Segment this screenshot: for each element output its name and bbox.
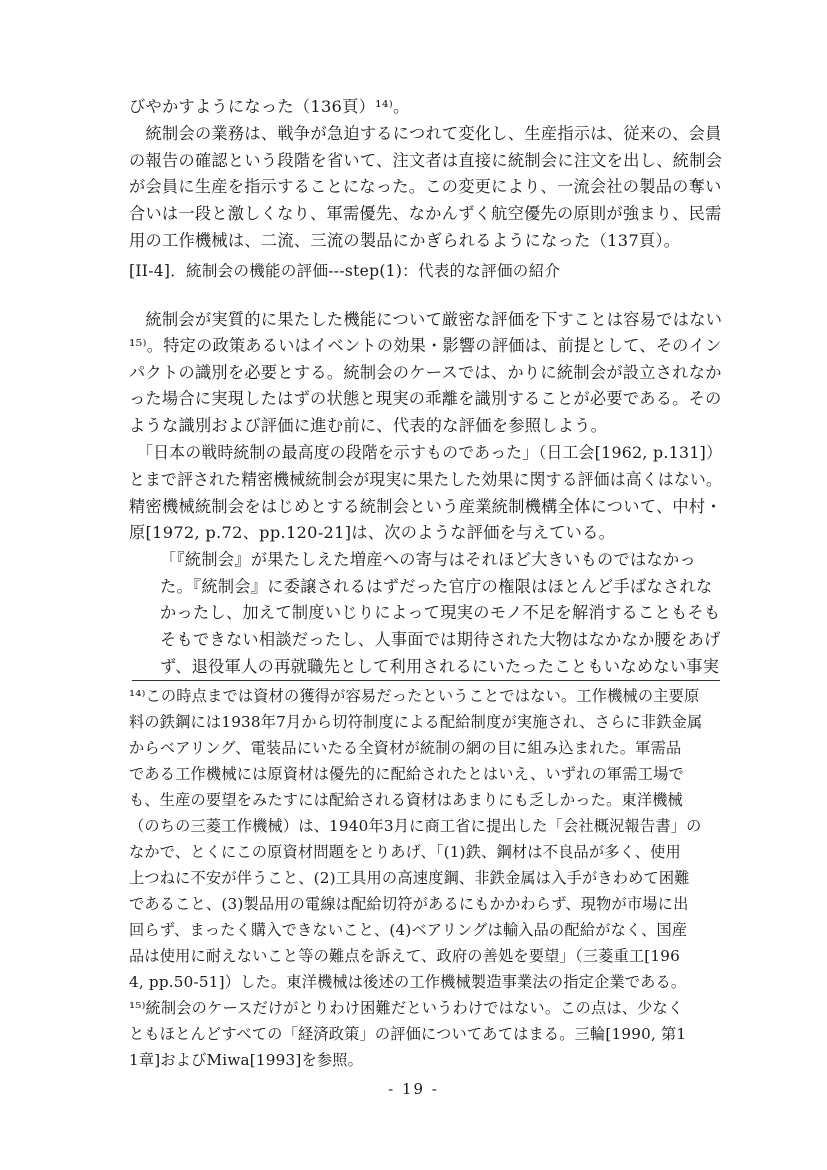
body-line: 用の工作機械は、二流、三流の製品にかぎられるようになった（137頁）。 [129,231,681,250]
body-line: 合いは一段と激しくなり、軍需優先、なかんずく航空優先の原則が強まり、民需 [129,204,722,223]
body-line: ような識別および評価に進む前に、代表的な評価を参照しよう。 [129,416,608,435]
footnote-line: ¹⁴⁾この時点までは資材の獲得が容易だったということではない。工作機械の主要原 [129,687,700,705]
body-line: パクトの識別を必要とする。統制会のケースでは、かりに統制会が設立されなか [129,363,722,382]
quote-line: 「『統制会』が果たしえた増産への寄与はそれほど大きいものではなかっ [160,550,696,569]
body-line: った場合に実現したはずの状態と現実の乖離を識別することが必要である。その [129,389,722,408]
quote-line: た。『統制会』に委譲されるはずだった官庁の権限はほとんど手ばなされな [160,577,713,596]
quote-line: ず、退役軍人の再就職先として利用されるにいたったこともいなめない事実 [160,657,720,676]
footnote-line: ともほとんどすべての「経済政策」の評価についてあてはまる。三輪[1990, 第1 [129,1025,687,1043]
body-line: 統制会が実質的に果たした機能について厳密な評価を下すことは容易ではない [129,310,723,329]
footnote-line: 1章]およびMiwa[1993]を参照。 [129,1051,364,1069]
body-line: とまで評された精密機械統制会が現実に果たした効果に関する評価は高くはない。 [129,470,723,489]
body-line: 原[1972, p.72、pp.120-21]は、次のような評価を与えている。 [129,523,616,542]
footnote-line: であること、(3)製品用の電線は配給切符があるにもかかわらず、現物が市場に出 [129,895,689,913]
footnote-line: 品は使用に耐えないこと等の難点を訴えて、政府の善処を要望」（三菱重工[196 [129,947,680,965]
section-heading: [II-4]．統制会の機能の評価---step(1)：代表的な評価の紹介 [129,262,561,280]
body-line: 精密機械統制会をはじめとする統制会という産業統制機構全体について、中村・ [129,497,722,516]
page-number: - 19 - [388,1080,439,1098]
quote-line: かったし、加えて制度いじりによって現実のモノ不足を解消することもそも [160,603,721,622]
body-line: の報告の確認という段階を省いて、注文者は直接に統制会に注文を出し、統制会 [129,151,723,170]
footnote-line: 回らず、まったく購入できないこと、(4)ベアリングは輸入品の配給がなく、国産 [129,921,688,939]
footnote-line: 4, pp.50-51]）した。東洋機械は後述の工作機械製造事業法の指定企業である。 [129,973,687,991]
footnote-line: なかで、とくにこの原資材問題をとりあげ、「(1)鉄、鋼材は不良品が多く、使用 [129,843,681,861]
footnote-line: も、生産の要望をみたすには配給される資材はあまりにも乏しかった。東洋機械 [129,791,683,809]
footnote-line: （のちの三菱工作機械）は、1940年3月に商工省に提出した「会社概況報告書」の [129,817,702,835]
footnote-rule [132,680,720,681]
footnote-line: ¹⁵⁾統制会のケースだけがとりわけ困難だというわけではない。この点は、少なく [129,999,684,1017]
body-line: が会員に生産を指示することになった。この変更により、一流会社の製品の奪い [129,177,722,196]
body-line: びやかすようになった（136頁）¹⁴⁾。 [129,97,410,116]
footnote-line: である工作機械には原資材は優先的に配給されたとはいえ、いずれの軍需工場で [129,765,684,783]
body-line: ¹⁵⁾。特定の政策あるいはイベントの効果・影響の評価は、前提として、そのイン [129,336,722,355]
quote-line: そもできない相談だったし、人事面では期待された大物はなかなか腰をあげ [160,630,721,649]
footnote-line: 上つねに不安が伴うこと、(2)工具用の高速度鋼、非鉄金属は入手がきわめて困難 [129,869,690,887]
footnote-line: 料の鉄鋼には1938年7月から切符制度による配給制度が実施され、さらに非鉄金属 [129,713,703,731]
footnote-line: からベアリング、電装品にいたる全資材が統制の網の目に組み込まれた。軍需品 [129,739,682,757]
body-line: 統制会の業務は、戦争が急迫するにつれて変化し、生産指示は、従来の、会員 [129,124,722,143]
body-line: 「日本の戦時統制の最高度の段階を示すものであった」（日工会[1962, p.131]） [129,443,723,462]
